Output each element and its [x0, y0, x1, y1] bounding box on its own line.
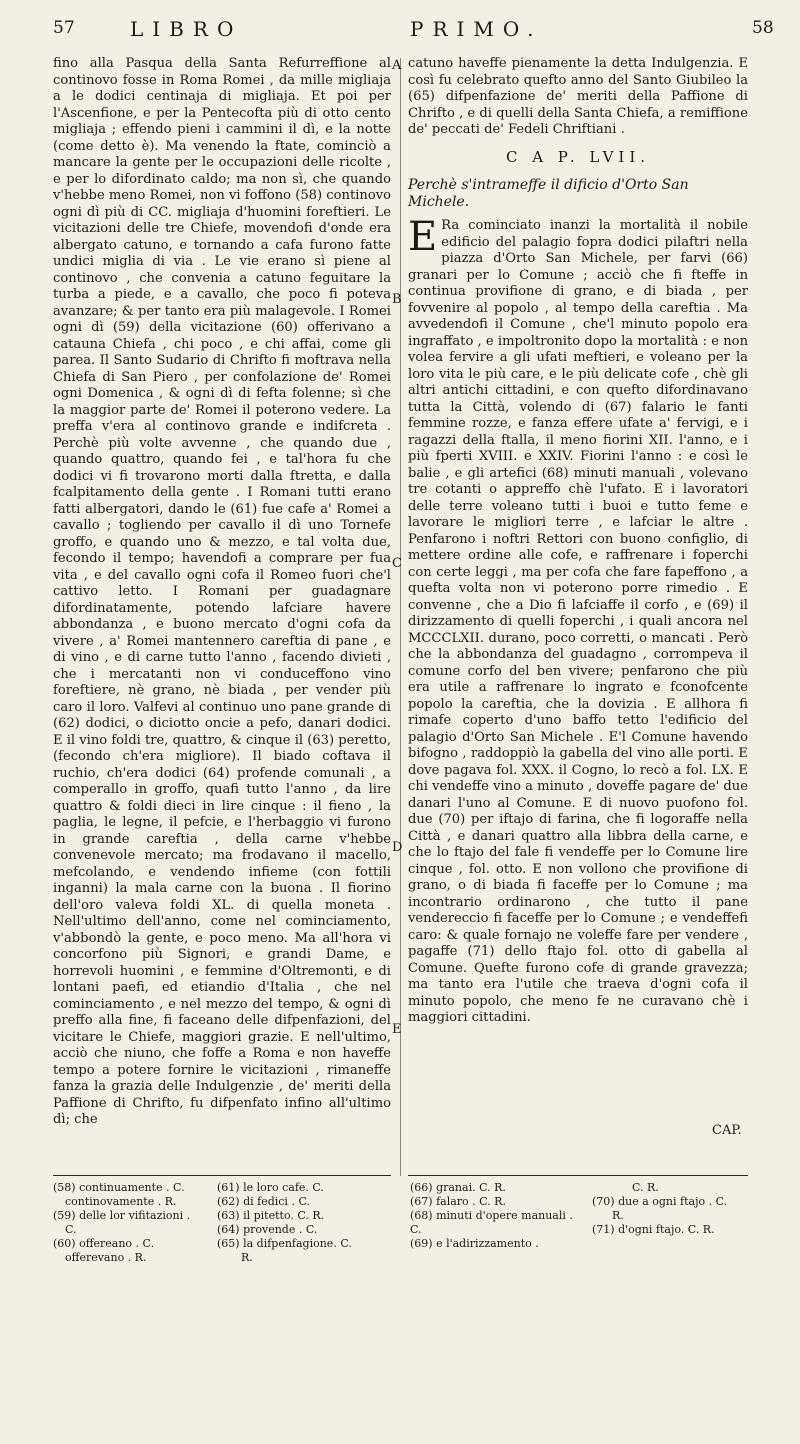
- footnote: (71) d'ogni ftajo. C. R.: [592, 1223, 715, 1236]
- page-number-right: 58: [752, 18, 774, 38]
- column-divider: [400, 58, 401, 1176]
- footnote: (60) offereano . C.: [53, 1237, 155, 1250]
- chapter-subtitle: Perchè s'intrameffe il dificio d'Orto San Michele.: [408, 177, 689, 210]
- footnote: C. R.: [632, 1181, 659, 1194]
- margin-letter-e: E: [392, 1022, 402, 1037]
- left-column-text: fino alla Pasqua della Santa Refurreffione al continovo fosse in Roma Romei , da mille migliaja a le dodici centinaja di migliaja. Et poi per l'Ascenfione, e per la Pentecofta più di otto cento migliaja ; effendo pieni i cammini il dì, e la notte (come detto è). Ma venendo la ftate, cominciò a mancare la gente per le occupazioni delle ricolte , e per lo difordinato caldo; ma non sì, che quando v'hebbe meno Romei, non vi foffono (58) continovo ogni dì più di CC. migliaja d'huomini foreftieri. Le vicitazioni delle tre Chiefe, movendofi d'onde era albergato catuno, e tornando a cafa furono fatte undici miglia di via . Le vie erano sì piene al continovo , che convenia a catuno feguitare la turba a piede, e a cavallo, che poco fi poteva avanzare; & per tanto era più malagevole. I Romei ogni dì (59) della vicitazione (60) offerivano a catauna Chiefa , chi poco , e chi affai, come gli parea. Il Santo Sudario di Chrifto fi moftrava nella Chiefa di San Piero , per confolazione de' Romei ogni Domenica , & ogni dì di fefta folenne; sì che la maggior parte de' Romei il poterono vedere. La preffa v'era al continovo grande e indifcreta . Perchè più volte avvenne , che quando due , quando quattro, quando fei , e tal'hora fu che dodici vi fi trovarono morti dalla ftretta, e dalla fcalpitamento della gente . I Romani tutti erano fatti albergatori, dando le (61) fue cafe a' Romei a cavallo ; togliendo per cavallo il dì uno Tornefe groffo, e quando uno & mezzo, e tal volta due, fecondo il tempo; havendofi a comprare per fua vita , e del cavallo ogni cofa il Romeo fuori che'l cattivo letto. I Romani per guadagnare difordinatamente, potendo lafciare havere abbondanza , e buono mercato d'ogni cofa da vivere , a' Romei mantennero careftia di pane , e di vino , e di carne tutto l'anno , facendo divieti , che i mercatanti non vi conduceffono vino foreftiere, nè grano, nè biada , per vender più caro il loro. Valfevi al continuo uno pane grande di (62) dodici, o diciotto oncie a pefo, danari dodici. E il vino foldi tre, quattro, & cinque il (63) peretto, (fecondo ch'era migliore). Il biado coftava il ruchio, ch'era dodici (64) profende comunali , a comperallo in groffo, quafi tutto l'anno , da lire quattro & foldi dieci in lire cinque : il fieno , la paglia, le legne, il pefcie, e l'herbaggio vi furono in grande careftia , della carne v'hebbe convenevole mercato; ma frodavano il macello, mefcolando, e vendendo infieme (con fottili inganni) la mala carne con la buona . Il fiorino dell'oro valeva foldi XL. di quella moneta . Nell'ultimo dell'anno, come nel cominciamento, v'abbondò la gente, e poco meno. Ma all'hora vi concorfono più Signori, e grandi Dame, e horrevoli huomini , e femmine d'Oltremonti, e di lontani paefi, ed etiandio d'Italia , che nel cominciamento , e nel mezzo del tempo, & ogni dì preffo alla fine, fi faceano delle difpenfazioni, del vicitare le Chiefe, maggiori grazie. E nell'ultimo, acciò che niuno, che foffe a Roma e non haveffe tempo a potere fornire le vicitazioni , rimaneffe fanza la grazia delle Indulgenzie , de' meriti della Paffione di Chrifto, fu difpenfato infino all'ultimo dì; che: [53, 56, 391, 1127]
- drop-capital: E: [408, 214, 438, 260]
- footnote: (58) continuamente . C.: [53, 1181, 185, 1194]
- footnote: (62) di fedici . C.: [217, 1195, 310, 1208]
- catchword: CAP.: [712, 1123, 742, 1138]
- footnote: (69) e l'adirizzamento .: [410, 1237, 539, 1250]
- footnote: offerevano . R.: [65, 1251, 147, 1264]
- footnote: (63) il pitetto. C. R.: [217, 1209, 325, 1222]
- left-column: [53, 56, 391, 1129]
- margin-letter-b: B: [392, 292, 402, 307]
- chapter-body-text: Ra cominciato inanzi la mortalità il nobile edificio del palagio fopra dodici pilaftri nella piazza d'Orto San Michele, per farvi (66) granari per lo Comune ; acciò che fi fteffe in continua provifione di grano, e di biada , per fovvenire al popolo , al tempo della careftia . Ma avvedendofi il Comune , che'l minuto popolo era ingraffato , e impoltronito dopo la mortalità : e non volea fervire a gli ufati meftieri, e voleano per la loro vita le più care, e le più delicate cofe , chè gli altri antichi cittadini, e con quefto difordinavano tutta la Città, volendo di (67) falario le fanti femmine rozze, e fanza effere ufate a' fervigi, e i ragazzi della ftalla, il meno fiorini XII. l'anno, e i più fperti XVIII. e XXIV. Fiorini l'anno : e così le balie , e gli artefici (68) minuti manuali , volevano tre cotanti o appreffo chè l'ufato. E i lavoratori delle terre voleano tutti i buoi e tutto feme e lavorare le migliori terre , e lafciar le altre . Penfarono i noftri Rettori con buono configlio, di mettere ordine alle cofe, e raffrenare i foperchi con certe leggi , ma per cofa che fare fapeffono , a quefta volta non vi poterono porre rimedio . E convenne , che a Dio fi lafciaffe il corfo , e (69) il dirizzamento di quelli foperchi , i quali ancora nel MCCCLXII. durano, poco corretti, o mancati . Però che la abbondanza del guadagno , corrompeva il comune corfo del ben vivere; penfarono che più era utile a raffrenare lo ingrato e fconofcente popolo la careftia, che la dovizia . E allhora fi rimafe coperto d'uno baffo tetto l'edificio del palagio d'Orto San Michele . E'l Comune havendo bifogno , raddoppiò la gabella del vino alle porti. E dove pagava fol. XXX. il Cogno, lo recò a fol. LX. E chi vendeffe vino a minuto , doveffe pagare de' due danari l'uno al Comune. E di nuovo puofono fol. due (70) per iftajo di farina, che fi logoraffe nella Città , e danari quattro alla libbra della carne, e che lo ftajo del fale fi vendeffe per lo Comune lire cinque , fol. otto. E non vollono che provifione di grano, o di biada fi faceffe per lo Comune ; ma incontrario ordinarono , che tutto il pane vendereccio fi faceffe per lo Comune ; e vendeffefi caro: & quale fornajo ne voleffe fare per vendere , pagaffe (71) dello ftajo fol. otto di gabella al Comune. Quefte furono cofe di grande gravezza; ma tanto era l'utile che traeva d'ogni cofa il minuto popolo, che meno fe ne curavano chè i maggiori cittadini.: [408, 218, 748, 1025]
- footnotes-left-col2: [217, 1181, 391, 1265]
- footnote: (64) provende . C.: [217, 1223, 318, 1236]
- margin-letter-a: A: [392, 58, 402, 73]
- footnote-rule-left: [53, 1175, 391, 1176]
- chapter-body: [408, 214, 748, 1027]
- page-number-left: 57: [53, 18, 75, 38]
- footnote: R.: [241, 1251, 253, 1264]
- footnote: (65) la difpenfagione. C.: [217, 1237, 352, 1250]
- footnotes-left-col1: [53, 1181, 213, 1265]
- margin-letter-d: D: [392, 840, 403, 855]
- footnote: (70) due a ogni ftajo . C.: [592, 1195, 728, 1208]
- footnotes-right-col1: [410, 1181, 580, 1251]
- page-header: [0, 8, 800, 42]
- footnote: (59) delle lor vifitazioni .: [53, 1209, 191, 1222]
- running-head-left: LIBRO: [130, 17, 243, 41]
- footnote: continovamente . R.: [65, 1195, 177, 1208]
- chapter-title: C A P. LVII.: [505, 147, 651, 166]
- right-column: [408, 56, 748, 1027]
- footnote: (61) le loro cafe. C.: [217, 1181, 324, 1194]
- right-column-opening-text: catuno haveffe pienamente la detta Indulgenzia. E così fu celebrato quefto anno del Santo Giubileo la (65) difpenfazione de' meriti della Paffione di Chrifto , e di quelli della Santa Chiefa, a remiffione de' peccati de' Fedeli Chriftiani .: [408, 56, 748, 137]
- margin-letter-c: C: [392, 556, 402, 571]
- footnote: C.: [65, 1223, 77, 1236]
- footnote-rule-right: [408, 1175, 748, 1176]
- footnote: (68) minuti d'opere manuali . C.: [410, 1209, 573, 1236]
- footnotes-right-col2: [592, 1181, 748, 1237]
- running-head-right: PRIMO.: [410, 17, 543, 41]
- footnote: R.: [612, 1209, 624, 1222]
- footnote: (66) granai. C. R.: [410, 1181, 506, 1194]
- footnote: (67) falaro . C. R.: [410, 1195, 506, 1208]
